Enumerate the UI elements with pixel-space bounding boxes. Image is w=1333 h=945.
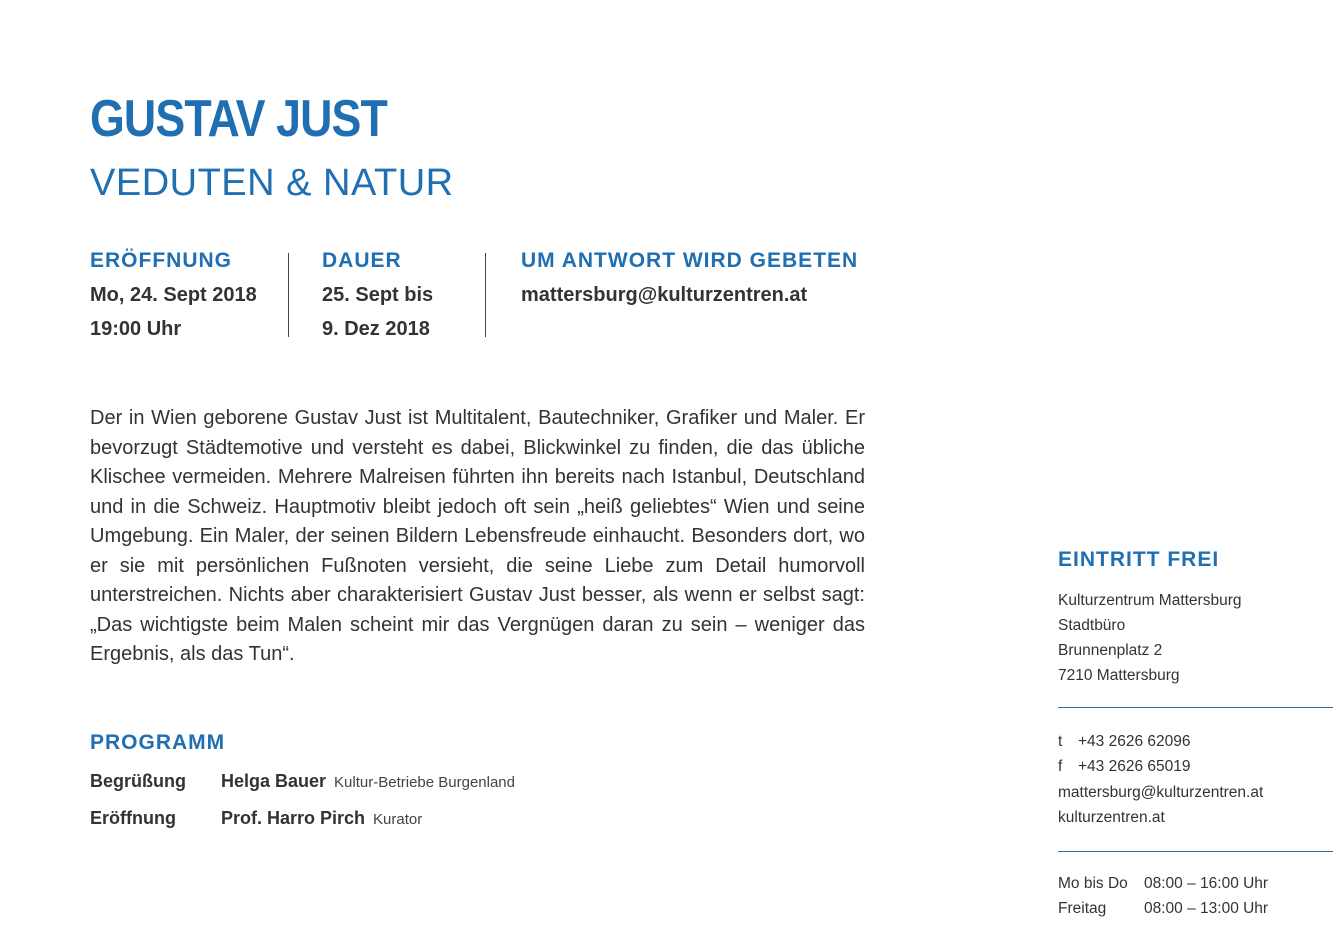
page-title: GUSTAV JUST <box>90 90 387 148</box>
website-link[interactable]: kulturzentren.at <box>1058 809 1165 826</box>
description-text: Der in Wien geborene Gustav Just ist Multitalent, Bautechniker, Grafiker und Maler. Er bevorzugt Städtemotive und versteht es dabei, Blickwinkel zu finden, die das übliche Klischee vermeiden. Mehrere Malreisen führten ihn bereits nach Istanbul, Deutschland und in die Schweiz. Hauptmotiv bleibt jedoch oft sein „heiß geliebtes“ Wien und seine Umgebung. Ein Maler, der seinen Bildern Lebensfreude einhaucht. Besonders dort, wo er sie mit persönlichen Fußnoten versieht, die seine Liebe zum Detail humorvoll unterstreichen. Nichts aber charakterisiert Gustav Just besser, als wenn er selbst sagt: „Das wichtigste beim Malen scheint mir das Vergnügen daran zu sein – weniger das Ergebnis, als das Tun“. <box>90 407 865 665</box>
program-org: Kultur-Betriebe Burgenland <box>334 774 515 791</box>
duration-info <box>322 246 433 346</box>
rsvp-email-link[interactable]: mattersburg@kulturzentren.at <box>521 284 808 306</box>
address-line: 7210 Mattersburg <box>1058 667 1180 684</box>
address-line: Kulturzentrum Mattersburg <box>1058 592 1242 609</box>
divider <box>1058 707 1333 708</box>
opening-heading: ERÖFFNUNG <box>90 249 232 272</box>
email-link[interactable]: mattersburg@kulturzentren.at <box>1058 784 1264 801</box>
divider <box>1058 851 1333 852</box>
duration-heading: DAUER <box>322 249 402 272</box>
rsvp-info <box>521 246 858 312</box>
address-line: Stadtbüro <box>1058 617 1126 634</box>
program-heading: PROGRAMM <box>90 731 226 754</box>
hours-row <box>1058 896 1268 921</box>
column-divider <box>288 253 289 337</box>
hours-row <box>1058 871 1268 896</box>
hours-time: 08:00 – 16:00 Uhr <box>1144 875 1269 892</box>
duration-start: 25. Sept bis <box>322 284 434 306</box>
duration-end: 9. Dez 2018 <box>322 318 430 340</box>
hours-time: 08:00 – 13:00 Uhr <box>1144 900 1269 917</box>
opening-info <box>90 246 257 346</box>
fax-label: f <box>1058 758 1063 775</box>
program-name: Helga Bauer <box>221 771 327 791</box>
fax-number: +43 2626 65019 <box>1078 758 1191 775</box>
page-subtitle: VEDUTEN & NATUR <box>90 162 454 204</box>
opening-time: 19:00 Uhr <box>90 318 182 340</box>
entry-heading: EINTRITT FREI <box>1058 548 1220 571</box>
program-role: Eröffnung <box>90 808 176 828</box>
opening-date: Mo, 24. Sept 2018 <box>90 284 257 306</box>
phone-label: t <box>1058 733 1063 750</box>
hours-days: Mo bis Do <box>1058 875 1128 892</box>
phone-line <box>1058 729 1191 754</box>
program-name: Prof. Harro Pirch <box>221 808 366 828</box>
program-role: Begrüßung <box>90 771 186 791</box>
column-divider <box>485 253 486 337</box>
rsvp-heading: UM ANTWORT WIRD GEBETEN <box>521 249 859 272</box>
program-org: Kurator <box>373 811 423 828</box>
hours-days: Freitag <box>1058 900 1107 917</box>
fax-line <box>1058 754 1191 779</box>
phone-number[interactable]: +43 2626 62096 <box>1078 733 1191 750</box>
address-line: Brunnenplatz 2 <box>1058 642 1163 659</box>
